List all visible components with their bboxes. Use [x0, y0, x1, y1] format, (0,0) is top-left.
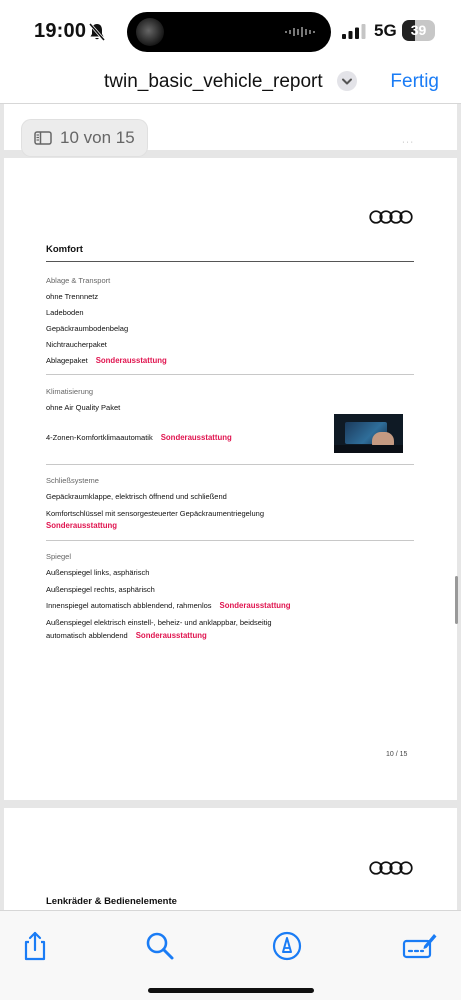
share-button[interactable]	[18, 929, 52, 963]
search-button[interactable]	[143, 929, 177, 963]
list-item: Ablagepaket Sonderausstattung	[46, 356, 167, 365]
section-title-divider	[46, 261, 414, 262]
share-icon	[18, 929, 52, 963]
category-divider	[46, 374, 414, 375]
done-button[interactable]: Fertig	[390, 71, 439, 92]
audi-rings-logo	[369, 209, 413, 225]
list-item: ohne Trennnetz	[46, 292, 99, 301]
sidebar-icon	[34, 131, 52, 145]
list-item: Komfortschlüssel mit sensorgesteuerter Gepäckraumentriegelung	[46, 509, 265, 518]
list-item: Außenspiegel links, asphärisch	[46, 568, 150, 577]
page-indicator[interactable]	[22, 120, 147, 156]
optional-equipment-badge: Sonderausstattung	[95, 356, 167, 365]
optional-equipment-badge: Sonderausstattung	[160, 433, 232, 442]
category-divider	[46, 464, 414, 465]
cellular-signal-icon	[342, 23, 366, 39]
section-title: Komfort	[46, 244, 83, 255]
list-item: Gepäckraumklappe, elektrisch öffnend und schließend	[46, 492, 227, 501]
category-label: Spiegel	[46, 552, 72, 561]
signature-button[interactable]	[402, 929, 438, 963]
now-playing-artwork	[136, 18, 164, 46]
markup-button[interactable]	[270, 929, 304, 963]
climate-control-photo	[334, 414, 403, 453]
status-bar	[0, 0, 461, 62]
optional-equipment-badge: Sonderausstattung	[135, 631, 207, 640]
list-item: ohne Air Quality Paket	[46, 403, 121, 412]
title-menu-button[interactable]	[337, 71, 357, 91]
battery-percentage: 39	[410, 22, 427, 38]
page-number: 10 / 15	[386, 751, 408, 758]
document-page	[4, 158, 457, 800]
next-section-title: Lenkräder & Bedienelemente	[46, 896, 177, 907]
photo-shadow	[334, 445, 403, 453]
pdf-viewer[interactable]	[0, 104, 461, 910]
list-item: Nichtraucherpaket	[46, 340, 107, 349]
category-label: Klimatisierung	[46, 387, 94, 396]
list-item: 4-Zonen-Komfortklimaautomatik Sonderausstattung	[46, 433, 232, 442]
list-item: Gepäckraumbodenbelag	[46, 324, 129, 333]
chevron-down-icon	[337, 71, 357, 91]
list-item-continuation	[46, 521, 117, 530]
battery-icon	[402, 20, 435, 41]
home-indicator[interactable]	[148, 988, 314, 993]
document-title[interactable]: twin_basic_vehicle_report	[104, 71, 323, 92]
category-divider	[46, 540, 414, 541]
scroll-indicator[interactable]	[455, 576, 458, 624]
page-indicator-label: 10 von 15	[60, 128, 135, 147]
list-item-continuation: automatisch abblendend Sonderausstattung	[46, 631, 207, 640]
previous-page-number-fragment: · · ·	[402, 139, 413, 146]
list-item: Ladeboden	[46, 308, 84, 317]
search-icon	[143, 929, 177, 963]
audi-rings-logo	[369, 860, 413, 876]
category-label: Ablage & Transport	[46, 276, 111, 285]
optional-equipment-badge: Sonderausstattung	[219, 601, 291, 610]
navigation-bar	[0, 62, 461, 104]
list-item: Außenspiegel elektrisch einstell-, beheiz- und anklappbar, beidseitig	[46, 618, 272, 627]
category-label: Schließsysteme	[46, 476, 99, 485]
next-page	[4, 808, 457, 910]
list-item: Außenspiegel rechts, asphärisch	[46, 585, 155, 594]
audio-wave-icon	[285, 26, 317, 38]
status-time: 19:00	[34, 20, 87, 42]
bottom-toolbar	[0, 910, 461, 1000]
bell-muted-icon	[88, 22, 106, 42]
network-type: 5G	[374, 21, 397, 40]
optional-equipment-badge: Sonderausstattung	[46, 521, 118, 530]
signature-icon	[402, 929, 438, 963]
list-item: Innenspiegel automatisch abblendend, rahmenlos Sonderausstattung	[46, 601, 291, 610]
markup-icon	[270, 929, 304, 963]
dynamic-island	[127, 12, 331, 52]
